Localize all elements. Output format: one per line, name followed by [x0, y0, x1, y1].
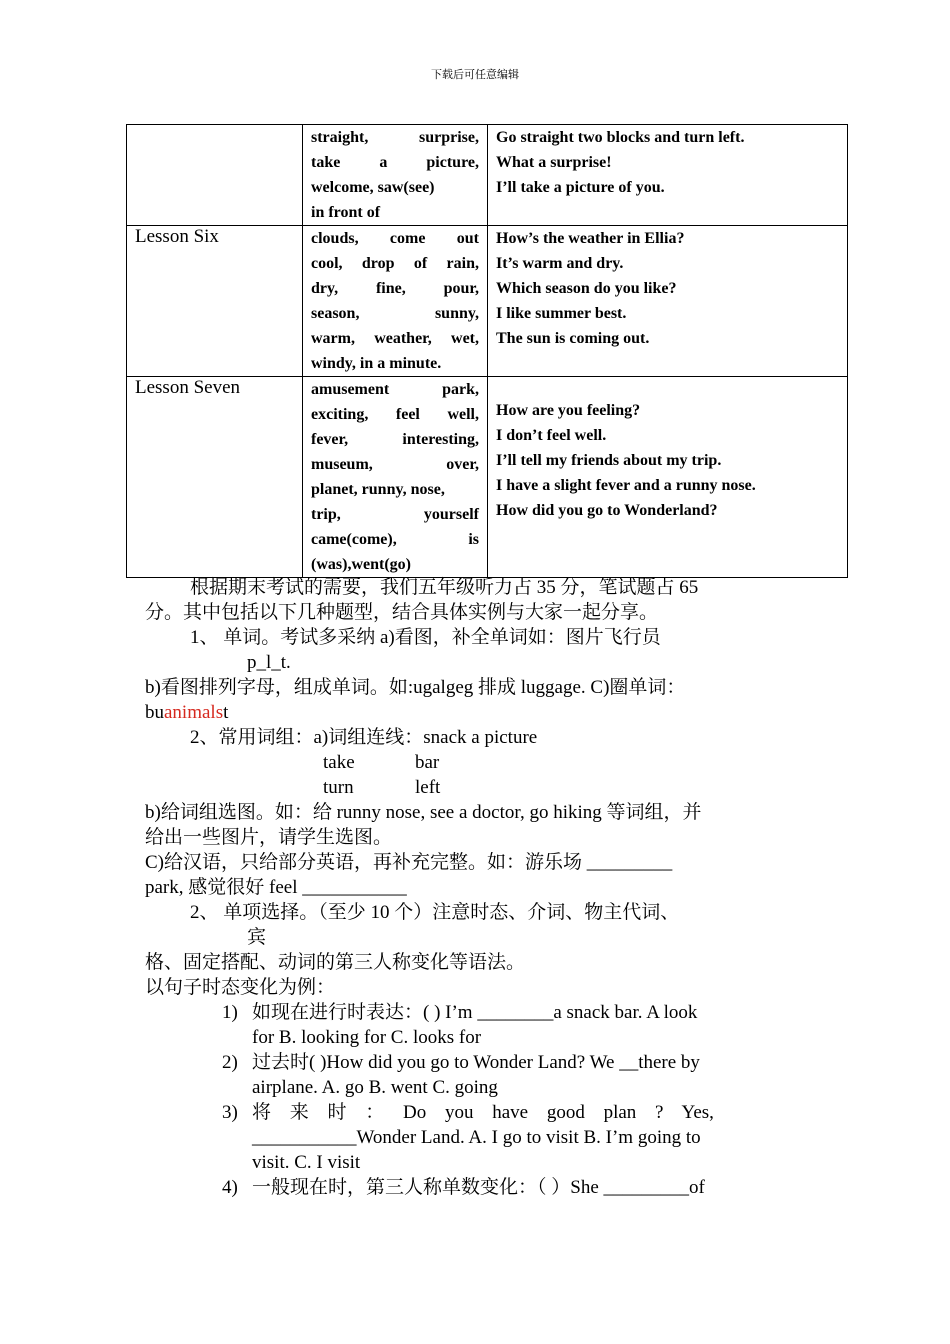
paragraph-line: 以句子时态变化为例： — [145, 977, 336, 998]
item-number: 3) — [222, 1102, 238, 1123]
word-line: (was),went(go) — [311, 556, 411, 573]
lesson-cell: Lesson Seven — [127, 377, 303, 578]
phrase-pair — [145, 750, 807, 775]
phrase-word: turn — [323, 777, 354, 798]
lesson-cell — [127, 125, 303, 226]
paragraph-line: park, 感觉很好 feel ___________ — [145, 877, 407, 898]
word-line: came(come), is — [311, 531, 479, 548]
word-line: warm, weather, wet, — [311, 330, 479, 347]
paragraph-line: b)看图排列字母，组成单词。如:ugalgeg 排成 luggage. C)圈单词： — [145, 677, 686, 698]
word-line: exciting, feel well, — [311, 406, 479, 423]
word-line: dry, fine, pour, — [311, 280, 479, 297]
phrase-word: left — [415, 777, 441, 798]
list-item — [145, 1100, 807, 1175]
item-line: 将 来 时 ： Do you have good plan ? Yes, — [252, 1102, 714, 1123]
sentence-line: It’s warm and dry. — [496, 255, 624, 272]
item-line: 一般现在时，第三人称单数变化：（ ）She _________of — [252, 1177, 705, 1198]
sentence-line: I’ll tell my friends about my trip. — [496, 452, 722, 469]
paragraph-line: 宾 — [247, 927, 267, 948]
sentence-line: I like summer best. — [496, 305, 627, 322]
paragraph-line: p_l_t. — [247, 652, 291, 673]
paragraph-line: 格、固定搭配、动词的第三人称变化等语法。 — [145, 952, 526, 973]
paragraph-line: 根据期末考试的需要，我们五年级听力占 35 分，笔试题占 65 — [190, 577, 699, 598]
example-suffix: t — [223, 702, 229, 723]
example-prefix: bu — [145, 702, 164, 723]
body-text — [145, 575, 807, 1200]
item-line: for B. looking for C. looks for — [252, 1027, 482, 1048]
word-line: fever, interesting, — [311, 431, 479, 448]
phrase-word: bar — [415, 752, 440, 773]
sentence-line: I have a slight fever and a runny nose. — [496, 477, 756, 494]
sentences-cell — [488, 226, 848, 377]
words-cell — [303, 125, 488, 226]
word-line: trip, yourself — [311, 506, 479, 523]
sentences-cell — [488, 125, 848, 226]
table-row — [127, 226, 848, 377]
sentence-line: How did you go to Wonderland? — [496, 502, 718, 519]
item-line: visit. C. I visit — [252, 1152, 361, 1173]
word-line: season, sunny, — [311, 305, 479, 322]
paragraph-line: 给出一些图片，请学生选图。 — [145, 827, 393, 848]
highlighted-word: animals — [164, 702, 224, 723]
list-item — [145, 1175, 807, 1200]
lesson-table — [126, 124, 848, 578]
paragraph-line: 分。其中包括以下几种题型，结合具体实例与大家一起分享。 — [145, 602, 659, 623]
item-line: 如现在进行时表达：( ) I’m ________a snack bar. A look — [252, 1002, 698, 1023]
sentence-line: I don’t feel well. — [496, 427, 607, 444]
paragraph-line: b)给词组选图。如：给 runny nose, see a doctor, go hiking 等词组，并 — [145, 802, 702, 823]
word-line: straight, surprise, — [311, 129, 479, 146]
sentences-cell — [488, 377, 848, 578]
words-cell — [303, 226, 488, 377]
table-row — [127, 377, 848, 578]
item-line: ___________Wonder Land. A. I go to visit B. I’m going to — [252, 1127, 701, 1148]
item-line: 过去时( )How did you go to Wonder Land? We __there by — [252, 1052, 700, 1073]
sentence-line: Go straight two blocks and turn left. — [496, 129, 745, 146]
list-item — [145, 1050, 807, 1100]
table-row — [127, 125, 848, 226]
word-line: museum, over, — [311, 456, 479, 473]
sentence-line: How are you feeling? — [496, 402, 641, 419]
word-line: cool, drop of rain, — [311, 255, 479, 272]
sentence-line: What a surprise! — [496, 154, 612, 171]
word-line: windy, in a minute. — [311, 355, 442, 372]
word-line: take a picture, — [311, 154, 479, 171]
page-header: 下载后可任意编辑 — [431, 68, 519, 81]
circle-word-example — [145, 700, 807, 725]
item-number: 4) — [222, 1177, 238, 1198]
phrase-pair — [145, 775, 807, 800]
words-cell — [303, 377, 488, 578]
section-heading-words: 1、 单词。考试多采纳 a)看图，补全单词如：图片飞行员 — [190, 627, 661, 648]
lesson-cell: Lesson Six — [127, 226, 303, 377]
item-number: 1) — [222, 1002, 238, 1023]
word-line: in front of — [311, 204, 381, 221]
sentence-line: I’ll take a picture of you. — [496, 179, 665, 196]
phrase-word: take — [323, 752, 355, 773]
section-heading-choice: 2、 单项选择。（至少 10 个）注意时态、介词、物主代词、 — [190, 902, 680, 923]
section-heading-phrases: 2、常用词组：a)词组连线：snack a picture — [190, 727, 538, 748]
word-line: amusement park, — [311, 381, 479, 398]
word-line: planet, runny, nose, — [311, 481, 445, 498]
word-line: clouds, come out — [311, 230, 479, 247]
item-line: airplane. A. go B. went C. going — [252, 1077, 498, 1098]
paragraph-line: C)给汉语，只给部分英语，再补充完整。如：游乐场 _________ — [145, 852, 673, 873]
sentence-line: Which season do you like? — [496, 280, 677, 297]
word-line: welcome, saw(see) — [311, 179, 435, 196]
sentence-line: How’s the weather in Ellia? — [496, 230, 685, 247]
list-item — [145, 1000, 807, 1050]
sentence-line: The sun is coming out. — [496, 330, 650, 347]
item-number: 2) — [222, 1052, 238, 1073]
